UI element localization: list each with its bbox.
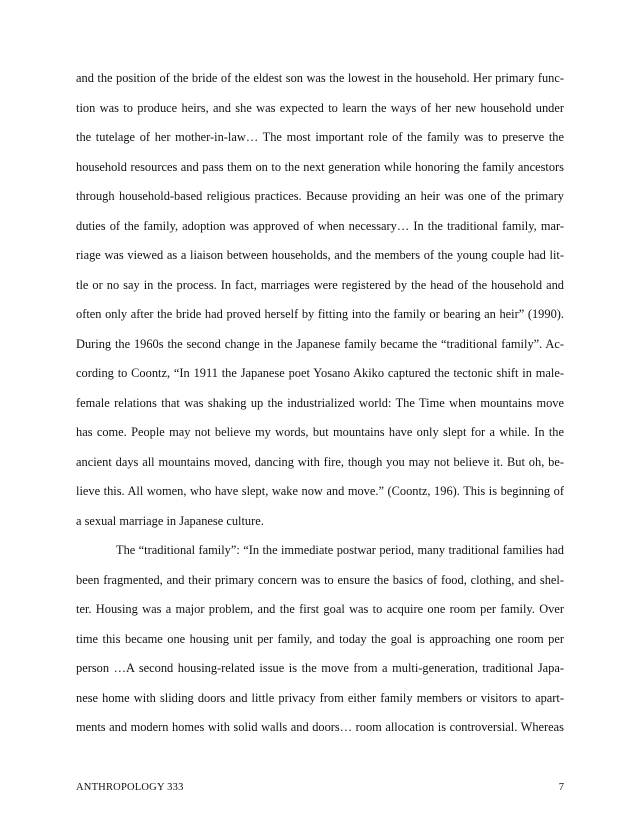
text-line: and the position of the bride of the eldest son was the lowest in the household. Her primary func- xyxy=(76,71,564,85)
text-line: tle or no say in the process. In fact, marriages were registered by the head of the household and xyxy=(76,277,564,292)
text-line: cording to Coontz, “In 1911 the Japanese poet Yosano Akiko captured the tectonic shift in male- xyxy=(76,366,564,380)
text-line: through household-based religious practices. Because providing an heir was one of the primary xyxy=(76,189,564,203)
paragraph-end-line: a sexual marriage in Japanese culture. xyxy=(76,513,264,528)
text-line: ments and modern homes with solid walls and doors… room allocation is controversial. Whereas xyxy=(76,720,564,734)
text-line: the tutelage of her mother-in-law… The most important role of the family was to preserve the xyxy=(76,130,564,144)
text-line: ancient days all mountains moved, dancing with fire, though you may not believe it. But oh, be- xyxy=(76,454,564,469)
footer-course-label: ANTHROPOLOGY 333 xyxy=(76,782,184,793)
text-line: has come. People may not believe my words, but mountains have only slept for a while. In the xyxy=(76,425,564,439)
text-line: time this became one housing unit per family, and today the goal is approaching one room per xyxy=(76,631,564,646)
text-line: female relations that was shaking up the industrialized world: The Time when mountains move xyxy=(76,395,564,410)
text-line: person …A second housing-related issue is the move from a multi-generation, traditional Japa- xyxy=(76,661,564,675)
body-text xyxy=(76,64,564,743)
text-line: tion was to produce heirs, and she was expected to learn the ways of her new household under xyxy=(76,100,564,115)
text-line: riage was viewed as a liaison between households, and the members of the young couple had lit- xyxy=(76,248,564,262)
text-line: ter. Housing was a major problem, and the first goal was to acquire one room per family. Over xyxy=(76,602,564,616)
text-line: lieve this. All women, who have slept, wake now and move.” (Coontz, 196). This is beginning of xyxy=(76,484,564,498)
text-line: household resources and pass them on to the next generation while honoring the family ancestors xyxy=(76,159,564,174)
text-line: been fragmented, and their primary concern was to ensure the basics of food, clothing, and shel- xyxy=(76,572,564,587)
paragraph-start-line: The “traditional family”: “In the immediate postwar period, many traditional families had xyxy=(116,543,564,557)
text-line: nese home with sliding doors and little privacy from either family members or visitors to apart- xyxy=(76,690,564,705)
text-line: often only after the bride had proved herself by fitting into the family or bearing an heir” (1990). xyxy=(76,307,564,321)
text-line: duties of the family, adoption was approved of when necessary… In the traditional family, mar- xyxy=(76,218,564,233)
text-line: During the 1960s the second change in the Japanese family became the “traditional family”. Ac- xyxy=(76,336,564,351)
footer-page-number: 7 xyxy=(558,782,564,793)
page-footer xyxy=(76,780,564,796)
